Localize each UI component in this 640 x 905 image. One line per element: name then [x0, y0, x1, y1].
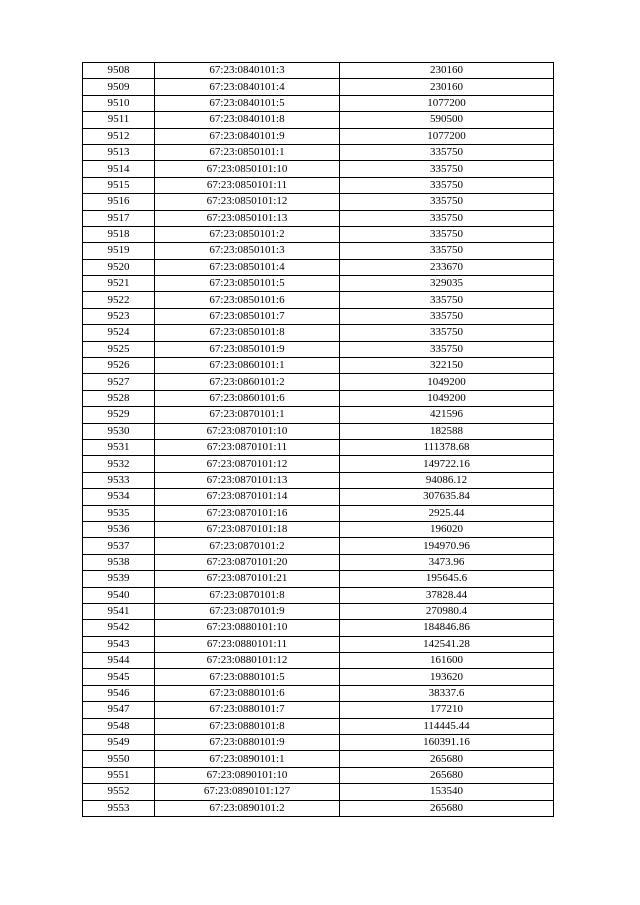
cadastral-number-cell: 67:23:0850101:11 — [155, 177, 340, 193]
table-row — [83, 390, 554, 406]
row-number-cell: 9511 — [83, 112, 155, 128]
table-row — [83, 620, 554, 636]
cadastral-number-cell: 67:23:0890101:2 — [155, 800, 340, 816]
value-cell: 1077200 — [340, 95, 554, 111]
value-cell: 335750 — [340, 177, 554, 193]
table-row — [83, 587, 554, 603]
row-number-cell: 9508 — [83, 63, 155, 79]
row-number-cell: 9526 — [83, 358, 155, 374]
value-cell: 160391.16 — [340, 735, 554, 751]
table-row — [83, 358, 554, 374]
value-cell: 111378.68 — [340, 439, 554, 455]
row-number-cell: 9533 — [83, 472, 155, 488]
row-number-cell: 9553 — [83, 800, 155, 816]
cadastral-number-cell: 67:23:0870101:11 — [155, 439, 340, 455]
row-number-cell: 9510 — [83, 95, 155, 111]
cadastral-number-cell: 67:23:0880101:10 — [155, 620, 340, 636]
value-cell: 1049200 — [340, 374, 554, 390]
cadastral-number-cell: 67:23:0840101:4 — [155, 79, 340, 95]
value-cell: 38337.6 — [340, 685, 554, 701]
cadastral-number-cell: 67:23:0850101:6 — [155, 292, 340, 308]
value-cell: 265680 — [340, 767, 554, 783]
row-number-cell: 9529 — [83, 407, 155, 423]
table-row — [83, 407, 554, 423]
cadastral-number-cell: 67:23:0880101:5 — [155, 669, 340, 685]
table-row — [83, 554, 554, 570]
value-cell: 3473.96 — [340, 554, 554, 570]
value-cell: 195645.6 — [340, 571, 554, 587]
cadastral-number-cell: 67:23:0870101:12 — [155, 456, 340, 472]
row-number-cell: 9522 — [83, 292, 155, 308]
value-cell: 335750 — [340, 161, 554, 177]
row-number-cell: 9509 — [83, 79, 155, 95]
table-row — [83, 685, 554, 701]
row-number-cell: 9548 — [83, 718, 155, 734]
value-cell: 230160 — [340, 79, 554, 95]
table-row — [83, 571, 554, 587]
table-row — [83, 784, 554, 800]
row-number-cell: 9520 — [83, 259, 155, 275]
row-number-cell: 9543 — [83, 636, 155, 652]
cadastral-number-cell: 67:23:0840101:5 — [155, 95, 340, 111]
row-number-cell: 9550 — [83, 751, 155, 767]
row-number-cell: 9519 — [83, 243, 155, 259]
value-cell: 335750 — [340, 226, 554, 242]
value-cell: 421596 — [340, 407, 554, 423]
value-cell: 230160 — [340, 63, 554, 79]
value-cell: 335750 — [340, 210, 554, 226]
table-row — [83, 538, 554, 554]
value-cell: 335750 — [340, 144, 554, 160]
table-row — [83, 636, 554, 652]
row-number-cell: 9547 — [83, 702, 155, 718]
table-row — [83, 718, 554, 734]
row-number-cell: 9551 — [83, 767, 155, 783]
table-row — [83, 735, 554, 751]
value-cell: 270980.4 — [340, 603, 554, 619]
table-row — [83, 161, 554, 177]
cadastral-number-cell: 67:23:0880101:11 — [155, 636, 340, 652]
row-number-cell: 9534 — [83, 489, 155, 505]
row-number-cell: 9528 — [83, 390, 155, 406]
table-row — [83, 177, 554, 193]
cadastral-number-cell: 67:23:0850101:7 — [155, 308, 340, 324]
value-cell: 335750 — [340, 325, 554, 341]
row-number-cell: 9531 — [83, 439, 155, 455]
row-number-cell: 9540 — [83, 587, 155, 603]
cadastral-number-cell: 67:23:0880101:12 — [155, 653, 340, 669]
cadastral-number-cell: 67:23:0880101:8 — [155, 718, 340, 734]
cadastral-value-table — [82, 62, 554, 817]
cadastral-number-cell: 67:23:0880101:7 — [155, 702, 340, 718]
value-cell: 153540 — [340, 784, 554, 800]
table-row — [83, 259, 554, 275]
cadastral-number-cell: 67:23:0850101:8 — [155, 325, 340, 341]
value-cell: 265680 — [340, 800, 554, 816]
table-row — [83, 751, 554, 767]
table-row — [83, 112, 554, 128]
cadastral-number-cell: 67:23:0870101:9 — [155, 603, 340, 619]
row-number-cell: 9546 — [83, 685, 155, 701]
cadastral-number-cell: 67:23:0870101:2 — [155, 538, 340, 554]
row-number-cell: 9537 — [83, 538, 155, 554]
row-number-cell: 9513 — [83, 144, 155, 160]
cadastral-number-cell: 67:23:0870101:16 — [155, 505, 340, 521]
table-row — [83, 128, 554, 144]
value-cell: 590500 — [340, 112, 554, 128]
row-number-cell: 9538 — [83, 554, 155, 570]
table-row — [83, 194, 554, 210]
cadastral-number-cell: 67:23:0890101:127 — [155, 784, 340, 800]
row-number-cell: 9514 — [83, 161, 155, 177]
value-cell: 335750 — [340, 243, 554, 259]
table-row — [83, 79, 554, 95]
cadastral-number-cell: 67:23:0870101:10 — [155, 423, 340, 439]
value-cell: 161600 — [340, 653, 554, 669]
value-cell: 265680 — [340, 751, 554, 767]
cadastral-number-cell: 67:23:0870101:1 — [155, 407, 340, 423]
cadastral-number-cell: 67:23:0850101:10 — [155, 161, 340, 177]
row-number-cell: 9524 — [83, 325, 155, 341]
row-number-cell: 9530 — [83, 423, 155, 439]
table-row — [83, 423, 554, 439]
row-number-cell: 9532 — [83, 456, 155, 472]
value-cell: 335750 — [340, 292, 554, 308]
value-cell: 114445.44 — [340, 718, 554, 734]
table-row — [83, 439, 554, 455]
value-cell: 335750 — [340, 341, 554, 357]
cadastral-number-cell: 67:23:0850101:4 — [155, 259, 340, 275]
cadastral-number-cell: 67:23:0850101:9 — [155, 341, 340, 357]
table-row — [83, 374, 554, 390]
row-number-cell: 9542 — [83, 620, 155, 636]
row-number-cell: 9527 — [83, 374, 155, 390]
value-cell: 142541.28 — [340, 636, 554, 652]
table-row — [83, 456, 554, 472]
table-row — [83, 292, 554, 308]
row-number-cell: 9525 — [83, 341, 155, 357]
table-row — [83, 472, 554, 488]
value-cell: 193620 — [340, 669, 554, 685]
cadastral-number-cell: 67:23:0870101:20 — [155, 554, 340, 570]
value-cell: 322150 — [340, 358, 554, 374]
cadastral-number-cell: 67:23:0850101:13 — [155, 210, 340, 226]
cadastral-number-cell: 67:23:0850101:1 — [155, 144, 340, 160]
cadastral-number-cell: 67:23:0890101:10 — [155, 767, 340, 783]
row-number-cell: 9545 — [83, 669, 155, 685]
cadastral-number-cell: 67:23:0870101:14 — [155, 489, 340, 505]
table-row — [83, 243, 554, 259]
table-row — [83, 341, 554, 357]
value-cell: 182588 — [340, 423, 554, 439]
row-number-cell: 9536 — [83, 521, 155, 537]
value-cell: 1077200 — [340, 128, 554, 144]
table-row — [83, 325, 554, 341]
cadastral-number-cell: 67:23:0870101:13 — [155, 472, 340, 488]
row-number-cell: 9549 — [83, 735, 155, 751]
cadastral-number-cell: 67:23:0840101:9 — [155, 128, 340, 144]
table-row — [83, 63, 554, 79]
cadastral-number-cell: 67:23:0840101:8 — [155, 112, 340, 128]
value-cell: 335750 — [340, 194, 554, 210]
table-row — [83, 276, 554, 292]
value-cell: 177210 — [340, 702, 554, 718]
row-number-cell: 9523 — [83, 308, 155, 324]
table-row — [83, 505, 554, 521]
value-cell: 194970.96 — [340, 538, 554, 554]
table-row — [83, 702, 554, 718]
table-row — [83, 226, 554, 242]
cadastral-number-cell: 67:23:0850101:2 — [155, 226, 340, 242]
row-number-cell: 9552 — [83, 784, 155, 800]
cadastral-number-cell: 67:23:0850101:5 — [155, 276, 340, 292]
table-row — [83, 603, 554, 619]
row-number-cell: 9541 — [83, 603, 155, 619]
value-cell: 94086.12 — [340, 472, 554, 488]
value-cell: 149722.16 — [340, 456, 554, 472]
table-row — [83, 767, 554, 783]
table-row — [83, 95, 554, 111]
cadastral-number-cell: 67:23:0850101:12 — [155, 194, 340, 210]
value-cell: 329035 — [340, 276, 554, 292]
value-cell: 37828.44 — [340, 587, 554, 603]
row-number-cell: 9512 — [83, 128, 155, 144]
cadastral-number-cell: 67:23:0860101:6 — [155, 390, 340, 406]
value-cell: 2925.44 — [340, 505, 554, 521]
table-row — [83, 669, 554, 685]
row-number-cell: 9521 — [83, 276, 155, 292]
value-cell: 184846.86 — [340, 620, 554, 636]
value-cell: 1049200 — [340, 390, 554, 406]
cadastral-number-cell: 67:23:0860101:2 — [155, 374, 340, 390]
row-number-cell: 9539 — [83, 571, 155, 587]
value-cell: 233670 — [340, 259, 554, 275]
cadastral-number-cell: 67:23:0870101:18 — [155, 521, 340, 537]
cadastral-number-cell: 67:23:0880101:9 — [155, 735, 340, 751]
cadastral-number-cell: 67:23:0840101:3 — [155, 63, 340, 79]
table-row — [83, 653, 554, 669]
table-row — [83, 521, 554, 537]
cadastral-number-cell: 67:23:0890101:1 — [155, 751, 340, 767]
value-cell: 307635.84 — [340, 489, 554, 505]
cadastral-number-cell: 67:23:0860101:1 — [155, 358, 340, 374]
row-number-cell: 9535 — [83, 505, 155, 521]
row-number-cell: 9516 — [83, 194, 155, 210]
row-number-cell: 9515 — [83, 177, 155, 193]
cadastral-number-cell: 67:23:0880101:6 — [155, 685, 340, 701]
value-cell: 335750 — [340, 308, 554, 324]
table-row — [83, 800, 554, 816]
table-body — [83, 63, 554, 817]
table-row — [83, 308, 554, 324]
cadastral-number-cell: 67:23:0850101:3 — [155, 243, 340, 259]
table-row — [83, 210, 554, 226]
row-number-cell: 9544 — [83, 653, 155, 669]
cadastral-number-cell: 67:23:0870101:8 — [155, 587, 340, 603]
row-number-cell: 9518 — [83, 226, 155, 242]
table-row — [83, 489, 554, 505]
table-row — [83, 144, 554, 160]
cadastral-number-cell: 67:23:0870101:21 — [155, 571, 340, 587]
value-cell: 196020 — [340, 521, 554, 537]
row-number-cell: 9517 — [83, 210, 155, 226]
